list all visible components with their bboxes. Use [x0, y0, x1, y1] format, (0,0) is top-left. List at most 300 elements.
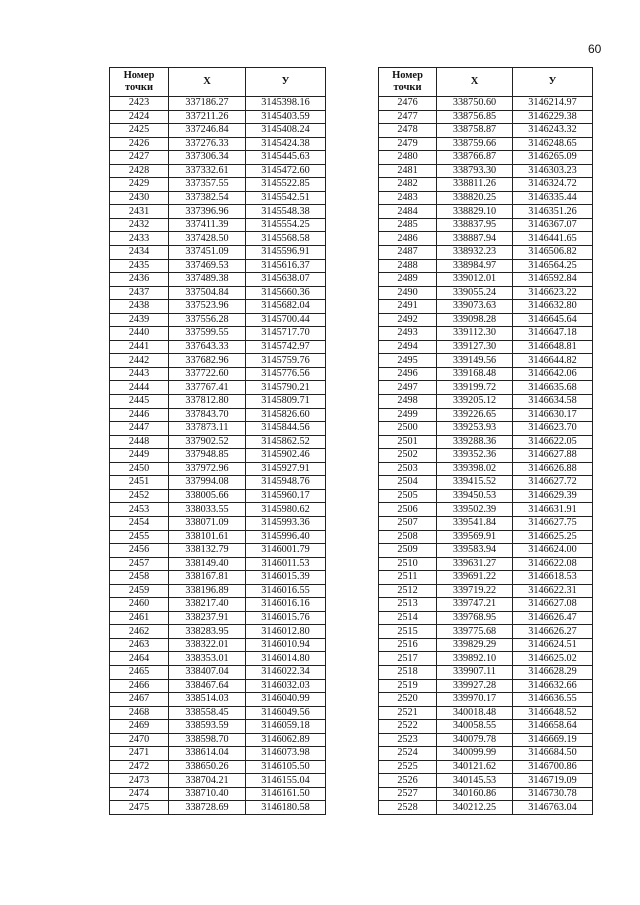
point-number-cell: 2518 — [379, 665, 437, 679]
y-coordinate-cell: 3146032.03 — [246, 679, 326, 693]
y-coordinate-cell: 3145408.24 — [246, 124, 326, 138]
point-number-cell: 2477 — [379, 110, 437, 124]
x-coordinate-cell: 338728.69 — [169, 801, 246, 815]
table-row — [379, 760, 593, 774]
x-coordinate-cell: 339055.24 — [437, 286, 513, 300]
point-number-cell: 2465 — [110, 665, 169, 679]
table-row — [110, 354, 326, 368]
point-number-cell: 2511 — [379, 571, 437, 585]
x-coordinate-cell: 338750.60 — [437, 97, 513, 111]
y-coordinate-cell: 3145682.04 — [246, 300, 326, 314]
x-coordinate-cell: 339569.91 — [437, 530, 513, 544]
coordinates-table-right — [378, 67, 593, 815]
x-coordinate-cell: 339098.28 — [437, 313, 513, 327]
point-number-cell: 2484 — [379, 205, 437, 219]
y-coordinate-cell: 3146014.80 — [246, 652, 326, 666]
y-coordinate-cell: 3146622.08 — [513, 557, 593, 571]
table-row — [379, 367, 593, 381]
y-coordinate-cell: 3145596.91 — [246, 246, 326, 260]
table-row — [379, 544, 593, 558]
point-number-cell: 2490 — [379, 286, 437, 300]
x-coordinate-cell: 338167.81 — [169, 571, 246, 585]
point-number-cell: 2525 — [379, 760, 437, 774]
y-coordinate-cell: 3145862.52 — [246, 435, 326, 449]
x-coordinate-cell: 338829.10 — [437, 205, 513, 219]
point-number-cell: 2440 — [110, 327, 169, 341]
point-number-cell: 2472 — [110, 760, 169, 774]
x-coordinate-cell: 338101.61 — [169, 530, 246, 544]
y-coordinate-cell: 3146040.99 — [246, 693, 326, 707]
table-row — [379, 205, 593, 219]
y-coordinate-cell: 3146636.55 — [513, 693, 593, 707]
y-coordinate-cell: 3145522.85 — [246, 178, 326, 192]
point-number-cell: 2512 — [379, 584, 437, 598]
x-coordinate-cell: 340212.25 — [437, 801, 513, 815]
y-coordinate-cell: 3145948.76 — [246, 476, 326, 490]
x-coordinate-cell: 339450.53 — [437, 489, 513, 503]
y-coordinate-cell: 3146623.70 — [513, 422, 593, 436]
table-row — [110, 395, 326, 409]
y-coordinate-cell: 3146626.27 — [513, 625, 593, 639]
table-row — [379, 787, 593, 801]
y-coordinate-cell: 3146700.86 — [513, 760, 593, 774]
y-coordinate-cell: 3146719.09 — [513, 774, 593, 788]
point-number-cell: 2494 — [379, 340, 437, 354]
y-coordinate-cell: 3146243.32 — [513, 124, 593, 138]
y-coordinate-cell: 3146564.25 — [513, 259, 593, 273]
x-coordinate-cell: 338598.70 — [169, 733, 246, 747]
x-coordinate-cell: 338758.87 — [437, 124, 513, 138]
x-coordinate-cell: 339226.65 — [437, 408, 513, 422]
point-number-cell: 2453 — [110, 503, 169, 517]
point-number-cell: 2458 — [110, 571, 169, 585]
point-number-cell: 2437 — [110, 286, 169, 300]
point-number-cell: 2428 — [110, 164, 169, 178]
y-coordinate-cell: 3145616.37 — [246, 259, 326, 273]
x-coordinate-cell: 339907.11 — [437, 665, 513, 679]
table-row — [110, 164, 326, 178]
table-row — [110, 625, 326, 639]
header-point-number: Номер точки — [379, 68, 437, 97]
table-row — [379, 408, 593, 422]
point-number-cell: 2451 — [110, 476, 169, 490]
table-row — [110, 408, 326, 422]
y-coordinate-cell: 3146645.64 — [513, 313, 593, 327]
table-row — [379, 422, 593, 436]
point-number-cell: 2479 — [379, 137, 437, 151]
table-row — [110, 300, 326, 314]
table-row — [379, 462, 593, 476]
x-coordinate-cell: 337812.80 — [169, 395, 246, 409]
y-coordinate-cell: 3146441.65 — [513, 232, 593, 246]
y-coordinate-cell: 3145790.21 — [246, 381, 326, 395]
y-coordinate-cell: 3146618.53 — [513, 571, 593, 585]
x-coordinate-cell: 337332.61 — [169, 164, 246, 178]
point-number-cell: 2426 — [110, 137, 169, 151]
y-coordinate-cell: 3146161.50 — [246, 787, 326, 801]
y-coordinate-cell: 3146632.80 — [513, 300, 593, 314]
point-number-cell: 2503 — [379, 462, 437, 476]
table-row — [379, 327, 593, 341]
table-row — [379, 801, 593, 815]
x-coordinate-cell: 337504.84 — [169, 286, 246, 300]
x-coordinate-cell: 338650.26 — [169, 760, 246, 774]
point-number-cell: 2441 — [110, 340, 169, 354]
table-row — [110, 760, 326, 774]
point-number-cell: 2527 — [379, 787, 437, 801]
y-coordinate-cell: 3146506.82 — [513, 246, 593, 260]
table-row — [379, 151, 593, 165]
point-number-cell: 2456 — [110, 544, 169, 558]
y-coordinate-cell: 3145902.46 — [246, 449, 326, 463]
y-coordinate-cell: 3146730.78 — [513, 787, 593, 801]
point-number-cell: 2519 — [379, 679, 437, 693]
x-coordinate-cell: 338071.09 — [169, 516, 246, 530]
y-coordinate-cell: 3145717.70 — [246, 327, 326, 341]
y-coordinate-cell: 3146335.44 — [513, 191, 593, 205]
x-coordinate-cell: 337396.96 — [169, 205, 246, 219]
point-number-cell: 2459 — [110, 584, 169, 598]
x-coordinate-cell: 339352.36 — [437, 449, 513, 463]
x-coordinate-cell: 339073.63 — [437, 300, 513, 314]
point-number-cell: 2461 — [110, 611, 169, 625]
point-number-cell: 2480 — [379, 151, 437, 165]
x-coordinate-cell: 338033.55 — [169, 503, 246, 517]
x-coordinate-cell: 337276.33 — [169, 137, 246, 151]
y-coordinate-cell: 3146644.82 — [513, 354, 593, 368]
y-coordinate-cell: 3145759.76 — [246, 354, 326, 368]
y-coordinate-cell: 3146016.16 — [246, 598, 326, 612]
x-coordinate-cell: 340145.53 — [437, 774, 513, 788]
table-row — [379, 164, 593, 178]
y-coordinate-cell: 3146628.29 — [513, 665, 593, 679]
y-coordinate-cell: 3146010.94 — [246, 638, 326, 652]
x-coordinate-cell: 338237.91 — [169, 611, 246, 625]
x-coordinate-cell: 338514.03 — [169, 693, 246, 707]
table-row — [110, 435, 326, 449]
point-number-cell: 2526 — [379, 774, 437, 788]
table-body-left — [110, 97, 326, 815]
table-row — [110, 706, 326, 720]
x-coordinate-cell: 339205.12 — [437, 395, 513, 409]
table-row — [379, 733, 593, 747]
x-coordinate-cell: 338756.85 — [437, 110, 513, 124]
y-coordinate-cell: 3146155.04 — [246, 774, 326, 788]
x-coordinate-cell: 338932.23 — [437, 246, 513, 260]
point-number-cell: 2478 — [379, 124, 437, 138]
point-number-cell: 2470 — [110, 733, 169, 747]
table-row — [110, 151, 326, 165]
table-row — [379, 584, 593, 598]
table-row — [110, 489, 326, 503]
x-coordinate-cell: 337451.09 — [169, 246, 246, 260]
table-row — [110, 720, 326, 734]
point-number-cell: 2430 — [110, 191, 169, 205]
x-coordinate-cell: 339112.30 — [437, 327, 513, 341]
table-row — [379, 774, 593, 788]
x-coordinate-cell: 337556.28 — [169, 313, 246, 327]
x-coordinate-cell: 337682.96 — [169, 354, 246, 368]
point-number-cell: 2515 — [379, 625, 437, 639]
table-row — [379, 571, 593, 585]
point-number-cell: 2498 — [379, 395, 437, 409]
y-coordinate-cell: 3146629.39 — [513, 489, 593, 503]
x-coordinate-cell: 337523.96 — [169, 300, 246, 314]
point-number-cell: 2522 — [379, 720, 437, 734]
y-coordinate-cell: 3145403.59 — [246, 110, 326, 124]
x-coordinate-cell: 338322.01 — [169, 638, 246, 652]
point-number-cell: 2454 — [110, 516, 169, 530]
y-coordinate-cell: 3145980.62 — [246, 503, 326, 517]
table-row — [110, 340, 326, 354]
table-row — [110, 801, 326, 815]
y-coordinate-cell: 3146627.88 — [513, 449, 593, 463]
table-row — [110, 381, 326, 395]
y-coordinate-cell: 3145548.38 — [246, 205, 326, 219]
x-coordinate-cell: 338984.97 — [437, 259, 513, 273]
point-number-cell: 2510 — [379, 557, 437, 571]
point-number-cell: 2425 — [110, 124, 169, 138]
y-coordinate-cell: 3146648.52 — [513, 706, 593, 720]
table-row — [379, 611, 593, 625]
table-row — [110, 693, 326, 707]
y-coordinate-cell: 3146627.72 — [513, 476, 593, 490]
y-coordinate-cell: 3146011.53 — [246, 557, 326, 571]
point-number-cell: 2434 — [110, 246, 169, 260]
table-row — [110, 774, 326, 788]
x-coordinate-cell: 337948.85 — [169, 449, 246, 463]
x-coordinate-cell: 338759.66 — [437, 137, 513, 151]
x-coordinate-cell: 340058.55 — [437, 720, 513, 734]
table-row — [379, 679, 593, 693]
table-row — [379, 598, 593, 612]
table-row — [110, 652, 326, 666]
y-coordinate-cell: 3146001.79 — [246, 544, 326, 558]
table-row — [379, 246, 593, 260]
table-row — [379, 706, 593, 720]
y-coordinate-cell: 3145398.16 — [246, 97, 326, 111]
x-coordinate-cell: 339012.01 — [437, 273, 513, 287]
x-coordinate-cell: 339892.10 — [437, 652, 513, 666]
table-row — [110, 747, 326, 761]
y-coordinate-cell: 3145638.07 — [246, 273, 326, 287]
x-coordinate-cell: 337469.53 — [169, 259, 246, 273]
table-row — [110, 137, 326, 151]
table-row — [110, 611, 326, 625]
table-row — [110, 327, 326, 341]
table-row — [379, 300, 593, 314]
y-coordinate-cell: 3146684.50 — [513, 747, 593, 761]
point-number-cell: 2452 — [110, 489, 169, 503]
point-number-cell: 2481 — [379, 164, 437, 178]
y-coordinate-cell: 3145660.36 — [246, 286, 326, 300]
point-number-cell: 2499 — [379, 408, 437, 422]
y-coordinate-cell: 3145996.40 — [246, 530, 326, 544]
y-coordinate-cell: 3146624.00 — [513, 544, 593, 558]
coordinates-table-left — [109, 67, 326, 815]
y-coordinate-cell: 3146622.31 — [513, 584, 593, 598]
point-number-cell: 2495 — [379, 354, 437, 368]
point-number-cell: 2436 — [110, 273, 169, 287]
table-row — [110, 286, 326, 300]
y-coordinate-cell: 3146351.26 — [513, 205, 593, 219]
table-row — [379, 489, 593, 503]
y-coordinate-cell: 3145554.25 — [246, 218, 326, 232]
x-coordinate-cell: 339253.93 — [437, 422, 513, 436]
x-coordinate-cell: 339168.48 — [437, 367, 513, 381]
point-number-cell: 2474 — [110, 787, 169, 801]
point-number-cell: 2438 — [110, 300, 169, 314]
y-coordinate-cell: 3145809.71 — [246, 395, 326, 409]
x-coordinate-cell: 339970.17 — [437, 693, 513, 707]
x-coordinate-cell: 338820.25 — [437, 191, 513, 205]
table-row — [110, 598, 326, 612]
table-row — [379, 449, 593, 463]
y-coordinate-cell: 3146658.64 — [513, 720, 593, 734]
point-number-cell: 2491 — [379, 300, 437, 314]
table-row — [379, 124, 593, 138]
x-coordinate-cell: 338887.94 — [437, 232, 513, 246]
point-number-cell: 2429 — [110, 178, 169, 192]
point-number-cell: 2520 — [379, 693, 437, 707]
table-row — [379, 435, 593, 449]
table-row — [379, 218, 593, 232]
point-number-cell: 2435 — [110, 259, 169, 273]
x-coordinate-cell: 339415.52 — [437, 476, 513, 490]
y-coordinate-cell: 3146624.51 — [513, 638, 593, 652]
x-coordinate-cell: 337357.55 — [169, 178, 246, 192]
point-number-cell: 2446 — [110, 408, 169, 422]
point-number-cell: 2508 — [379, 530, 437, 544]
point-number-cell: 2450 — [110, 462, 169, 476]
table-row — [379, 232, 593, 246]
table-row — [379, 638, 593, 652]
table-row — [379, 625, 593, 639]
x-coordinate-cell: 339199.72 — [437, 381, 513, 395]
table-row — [110, 476, 326, 490]
table-row — [110, 178, 326, 192]
y-coordinate-cell: 3146367.07 — [513, 218, 593, 232]
table-row — [110, 110, 326, 124]
table-row — [110, 571, 326, 585]
x-coordinate-cell: 338407.04 — [169, 665, 246, 679]
point-number-cell: 2482 — [379, 178, 437, 192]
point-number-cell: 2502 — [379, 449, 437, 463]
y-coordinate-cell: 3146631.91 — [513, 503, 593, 517]
y-coordinate-cell: 3146634.58 — [513, 395, 593, 409]
table-row — [110, 191, 326, 205]
x-coordinate-cell: 339691.22 — [437, 571, 513, 585]
table-row — [379, 747, 593, 761]
x-coordinate-cell: 339747.21 — [437, 598, 513, 612]
point-number-cell: 2444 — [110, 381, 169, 395]
y-coordinate-cell: 3146630.17 — [513, 408, 593, 422]
header-y: У — [513, 68, 593, 97]
point-number-cell: 2431 — [110, 205, 169, 219]
point-number-cell: 2528 — [379, 801, 437, 815]
x-coordinate-cell: 339502.39 — [437, 503, 513, 517]
x-coordinate-cell: 339541.84 — [437, 516, 513, 530]
x-coordinate-cell: 337994.08 — [169, 476, 246, 490]
x-coordinate-cell: 338217.40 — [169, 598, 246, 612]
header-point-number: Номер точки — [110, 68, 169, 97]
point-number-cell: 2475 — [110, 801, 169, 815]
y-coordinate-cell: 3146626.47 — [513, 611, 593, 625]
x-coordinate-cell: 337599.55 — [169, 327, 246, 341]
x-coordinate-cell: 340160.86 — [437, 787, 513, 801]
header-x: X — [169, 68, 246, 97]
point-number-cell: 2506 — [379, 503, 437, 517]
table-row — [379, 273, 593, 287]
table-row — [379, 178, 593, 192]
point-number-cell: 2517 — [379, 652, 437, 666]
table-row — [110, 516, 326, 530]
x-coordinate-cell: 337428.50 — [169, 232, 246, 246]
x-coordinate-cell: 338614.04 — [169, 747, 246, 761]
y-coordinate-cell: 3146669.19 — [513, 733, 593, 747]
y-coordinate-cell: 3145927.91 — [246, 462, 326, 476]
table-row — [379, 286, 593, 300]
point-number-cell: 2505 — [379, 489, 437, 503]
y-coordinate-cell: 3146632.66 — [513, 679, 593, 693]
x-coordinate-cell: 337843.70 — [169, 408, 246, 422]
x-coordinate-cell: 337722.60 — [169, 367, 246, 381]
y-coordinate-cell: 3145445.63 — [246, 151, 326, 165]
table-row — [110, 638, 326, 652]
table-row — [379, 530, 593, 544]
table-row — [110, 530, 326, 544]
table-row — [110, 557, 326, 571]
table-row — [379, 395, 593, 409]
x-coordinate-cell: 338558.45 — [169, 706, 246, 720]
x-coordinate-cell: 338793.30 — [437, 164, 513, 178]
header-y: У — [246, 68, 326, 97]
x-coordinate-cell: 340099.99 — [437, 747, 513, 761]
point-number-cell: 2489 — [379, 273, 437, 287]
point-number-cell: 2473 — [110, 774, 169, 788]
x-coordinate-cell: 338005.66 — [169, 489, 246, 503]
x-coordinate-cell: 338353.01 — [169, 652, 246, 666]
y-coordinate-cell: 3146265.09 — [513, 151, 593, 165]
y-coordinate-cell: 3146642.06 — [513, 367, 593, 381]
x-coordinate-cell: 339719.22 — [437, 584, 513, 598]
x-coordinate-cell: 337767.41 — [169, 381, 246, 395]
table-row — [110, 273, 326, 287]
y-coordinate-cell: 3146623.22 — [513, 286, 593, 300]
x-coordinate-cell: 339149.56 — [437, 354, 513, 368]
point-number-cell: 2487 — [379, 246, 437, 260]
table-row — [110, 679, 326, 693]
point-number-cell: 2524 — [379, 747, 437, 761]
table-row — [110, 205, 326, 219]
table-row — [110, 232, 326, 246]
table-row — [379, 503, 593, 517]
table-row — [110, 422, 326, 436]
x-coordinate-cell: 340018.48 — [437, 706, 513, 720]
x-coordinate-cell: 339398.02 — [437, 462, 513, 476]
y-coordinate-cell: 3146763.04 — [513, 801, 593, 815]
table-row — [110, 259, 326, 273]
table-row — [379, 720, 593, 734]
point-number-cell: 2476 — [379, 97, 437, 111]
y-coordinate-cell: 3145826.60 — [246, 408, 326, 422]
table-row — [379, 476, 593, 490]
y-coordinate-cell: 3146303.23 — [513, 164, 593, 178]
x-coordinate-cell: 339288.36 — [437, 435, 513, 449]
y-coordinate-cell: 3146635.68 — [513, 381, 593, 395]
point-number-cell: 2504 — [379, 476, 437, 490]
table-row — [379, 381, 593, 395]
